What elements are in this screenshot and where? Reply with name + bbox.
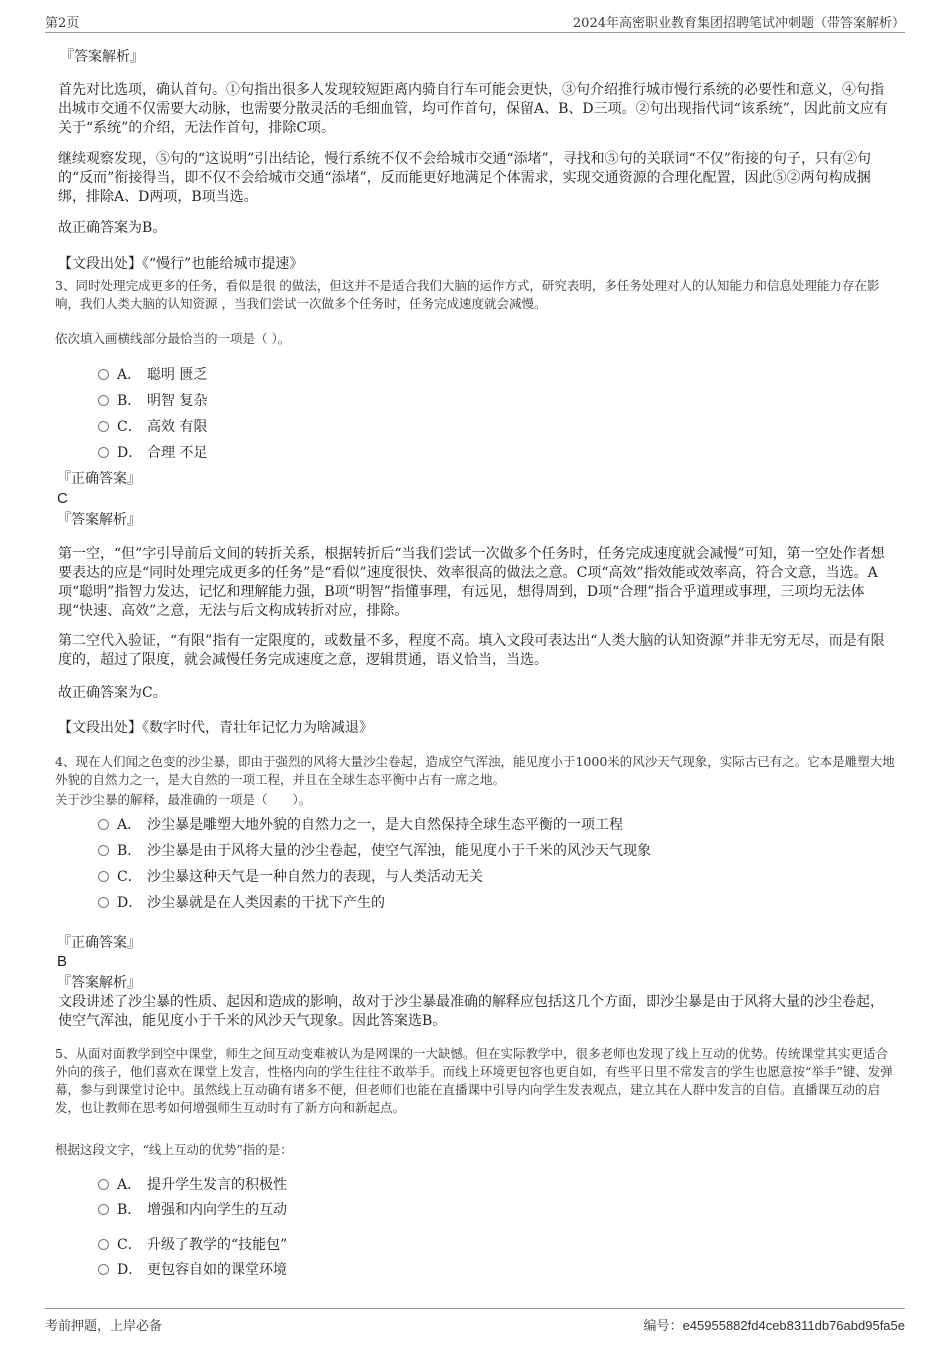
q3-option-c[interactable] <box>98 417 207 437</box>
option-text: 聪明 匮乏 <box>147 367 208 383</box>
option-key: B． <box>117 393 142 409</box>
q3-option-a[interactable] <box>98 365 207 385</box>
code-value: e45955882fd4ceb8311db76abd95fa5e <box>682 1318 905 1333</box>
option-text: 沙尘暴这种天气是一种自然力的表现，与人类活动无关 <box>147 869 483 885</box>
q3-option-d[interactable] <box>98 443 207 463</box>
q2-analysis-paragraph-2: 继续观察发现，⑤句的“这说明”引出结论，慢行系统不仅不会给城市交通“添堵”，寻找和⑤句的关联词“不仅”衔接的句子，只有②句的“反而”衔接得当，即不仅不会给城市交通“添堵”，反而能更好地满足个体需求，实现交通资源的合理化配置，因此⑤②两句构成捆绑，排除A、D两项，B项当选。 <box>58 151 871 205</box>
option-text: 沙尘暴就是在人类因素的干扰下产生的 <box>147 895 385 911</box>
q4-answer: B <box>57 953 68 970</box>
option-text: 明智 复杂 <box>147 393 208 409</box>
radio-icon[interactable] <box>98 871 109 882</box>
q4-option-c[interactable] <box>98 867 483 887</box>
code-label: 编号： <box>643 1318 683 1333</box>
page-footer <box>45 1308 905 1338</box>
q4-option-a[interactable] <box>98 815 623 835</box>
q4-stem: 4、现在人们闻之色变的沙尘暴，即由于强烈的风将大量沙尘卷起，造成空气浑浊，能见度小于1000米的风沙天气现象，实际古已有之。它本是雕塑大地外貌的自然力之一，是大自然的一项工程，并且在全球生态平衡中占有一席之地。 <box>55 754 895 787</box>
option-text: 合理 不足 <box>147 445 208 461</box>
radio-icon[interactable] <box>98 447 109 458</box>
radio-icon[interactable] <box>98 421 109 432</box>
q4-analysis-label: 『答案解析』 <box>57 975 141 991</box>
option-text: 增强和内向学生的互动 <box>147 1202 287 1218</box>
q3-analysis-paragraph-1: 第一空，“但”字引导前后文间的转折关系，根据转折后“当我们尝试一次做多个任务时，任务完成速度就会减慢”可知，第一空处作者想要表达的应是“同时处理完成更多的任务”是“看似”速度很快、效率很高的做法之意。C项“高效”指效能或效率高，符合文意，当选。A项“聪明”指智力发达，记忆和理解能力强，B项“明智”指懂事理，有远见，想得周到，D项“合理”指合乎道理或事理，三项均无法体现“快速、高效”之意，无法与后文构成转折对应，排除。 <box>58 546 885 619</box>
document-code <box>644 1315 905 1334</box>
q3-analysis-paragraph-2: 第二空代入验证，“有限”指有一定限度的，或数量不多，程度不高。填入文段可表达出“人类大脑的认知资源”并非无穷无尽，而是有限度的，超过了限度，就会减慢任务完成速度之意，逻辑贯通，语义恰当，当选。 <box>58 633 885 668</box>
q5-option-b[interactable] <box>98 1200 287 1220</box>
q4-answer-label: 『正确答案』 <box>57 935 141 951</box>
q2-analysis-label: 『答案解析』 <box>60 49 144 65</box>
option-key: B． <box>117 1202 142 1218</box>
q3-answer-label: 『正确答案』 <box>57 471 141 487</box>
radio-icon[interactable] <box>98 845 109 856</box>
option-text: 沙尘暴是雕塑大地外貌的自然力之一，是大自然保持全球生态平衡的一项工程 <box>147 817 623 833</box>
radio-icon[interactable] <box>98 1264 109 1275</box>
option-key: C． <box>117 869 142 885</box>
option-text: 升级了教学的“技能包” <box>147 1237 288 1253</box>
q5-option-d[interactable] <box>98 1260 287 1280</box>
q5-option-c[interactable] <box>98 1235 287 1255</box>
q4-analysis-paragraph: 文段讲述了沙尘暴的性质、起因和造成的影响，故对于沙尘暴最准确的解释应包括这几个方面，即沙尘暴是由于风将大量的沙尘卷起，使空气浑浊，能见度小于千米的风沙天气现象。因此答案选B。 <box>58 994 884 1029</box>
q4-question: 关于沙尘暴的解释，最准确的一项是（ ）。 <box>55 792 312 807</box>
option-key: D． <box>117 1262 143 1278</box>
page-header <box>45 12 905 33</box>
q2-source: 【文段出处】《“慢行”也能给城市提速》 <box>58 256 304 272</box>
radio-icon[interactable] <box>98 1179 109 1190</box>
option-text: 提升学生发言的积极性 <box>147 1177 287 1193</box>
q3-question: 依次填入画横线部分最恰当的一项是（ ）。 <box>55 331 291 346</box>
option-key: A． <box>117 1177 142 1193</box>
option-key: D． <box>117 445 143 461</box>
option-text: 更包容自如的课堂环境 <box>147 1262 287 1278</box>
option-text: 沙尘暴是由于风将大量的沙尘卷起，使空气浑浊，能见度小于千米的风沙天气现象 <box>147 843 651 859</box>
q2-analysis-paragraph-1: 首先对比选项，确认首句。①句指出很多人发现较短距离内骑自行车可能会更快，③句介绍推行城市慢行系统的必要性和意义，④句指出城市交通不仅需要大动脉，也需要分散灵活的毛细血管，均可作首句，保留A、B、D三项。②句出现指代词“该系统”，因此前文应有关于“系统”的介绍，无法作首句，排除C项。 <box>58 82 888 136</box>
option-key: C． <box>117 1237 142 1253</box>
footer-slogan: 考前押题，上岸必备 <box>45 1319 163 1334</box>
q5-question: 根据这段文字，“线上互动的优势”指的是： <box>55 1142 293 1157</box>
q3-stem: 3、同时处理完成更多的任务，看似是很 的做法，但这并不是适合我们大脑的运作方式，研究表明，多任务处理对人的认知能力和信息处理能力存在影响，我们人类大脑的认知资源 ，当我们尝试一次做多个任务时，任务完成速度就会减慢。 <box>55 278 880 311</box>
radio-icon[interactable] <box>98 369 109 380</box>
radio-icon[interactable] <box>98 1204 109 1215</box>
page-number: 第2页 <box>45 16 80 31</box>
option-key: A． <box>117 367 142 383</box>
option-key: B． <box>117 843 142 859</box>
option-key: C． <box>117 419 142 435</box>
q4-option-d[interactable] <box>98 893 385 913</box>
q4-option-b[interactable] <box>98 841 651 861</box>
q3-answer: C <box>57 490 68 507</box>
q5-stem: 5、从面对面教学到空中课堂，师生之间互动变难被认为是网课的一大缺憾。但在实际教学中，很多老师也发现了线上互动的优势。传统课堂其实更适合外向的孩子，他们喜欢在课堂上发言，性格内向的学生往往不敢举手。而线上环境更包容也更自如，有些平日里不常发言的学生也愿意按“举手”键、发弹幕，参与到课堂讨论中。虽然线上互动确有诸多不便，但老师们也能在直播课中引导内向学生发表观点，建立其在人群中发言的自信。直播课互动的启发，也让教师在思考如何增强师生互动时有了新方向和新起点。 <box>55 1046 893 1115</box>
q2-conclusion: 故正确答案为B。 <box>58 220 167 236</box>
option-text: 高效 有限 <box>147 419 208 435</box>
radio-icon[interactable] <box>98 897 109 908</box>
q5-option-a[interactable] <box>98 1175 287 1195</box>
radio-icon[interactable] <box>98 395 109 406</box>
option-key: A． <box>117 817 142 833</box>
radio-icon[interactable] <box>98 819 109 830</box>
option-key: D． <box>117 895 143 911</box>
q3-analysis-label: 『答案解析』 <box>57 512 141 528</box>
document-title: 2024年高密职业教育集团招聘笔试冲刺题（带答案解析） <box>572 16 905 31</box>
q3-source: 【文段出处】《数字时代，青壮年记忆力为啥减退》 <box>58 720 373 736</box>
radio-icon[interactable] <box>98 1239 109 1250</box>
q3-conclusion: 故正确答案为C。 <box>58 685 167 701</box>
q3-option-b[interactable] <box>98 391 207 411</box>
